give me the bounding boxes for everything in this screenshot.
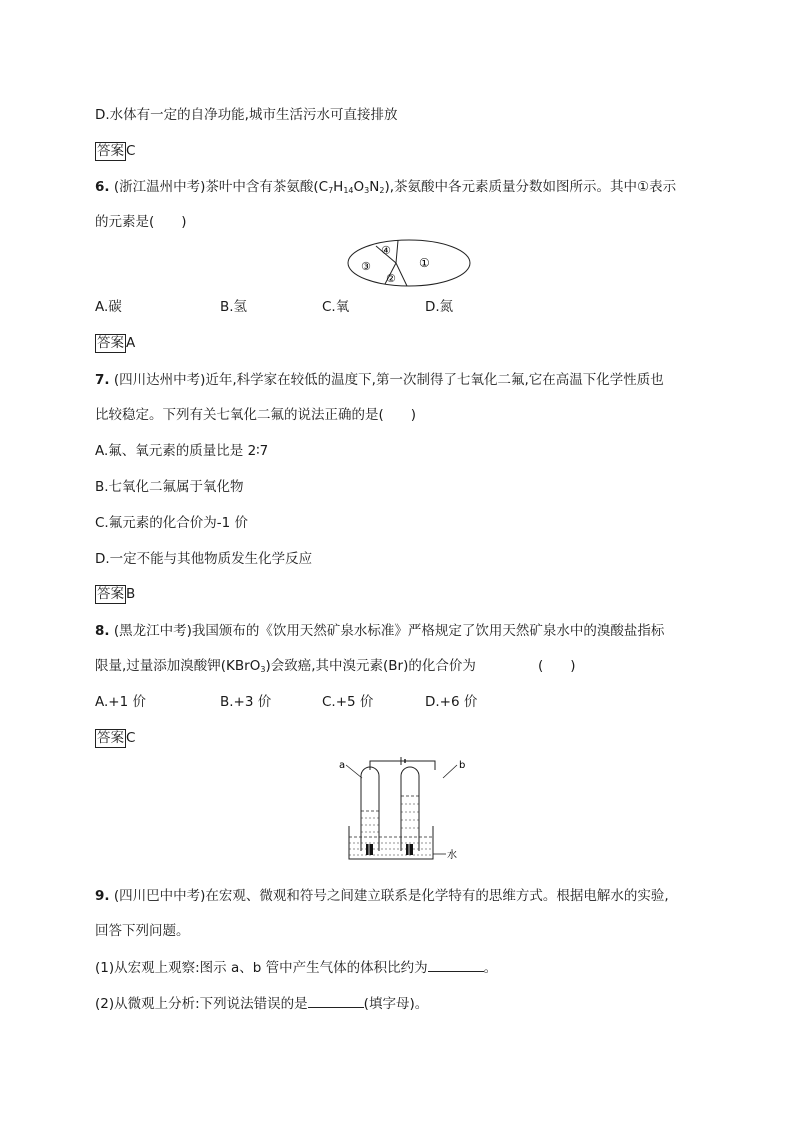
pie-divider <box>396 263 407 286</box>
answer-value: B <box>126 586 136 602</box>
answer-value: A <box>126 335 136 351</box>
q9-sub1-text: (1)从宏观上观察:图示 a、b 管中产生气体的体积比约为 <box>95 960 428 976</box>
q8-answer <box>95 729 135 748</box>
q7-stem-line1 <box>95 370 664 390</box>
q9-number: 9. <box>95 888 110 904</box>
q8-source: (黑龙江中考) <box>113 623 192 639</box>
q7-stem-line2: 比较稳定。下列有关七氧化二氟的说法正确的是( ) <box>95 407 417 423</box>
q9-sub2-text: (填字母)。 <box>363 996 429 1012</box>
q8-number: 8. <box>95 623 110 639</box>
answer-label: 答案 <box>97 586 124 602</box>
q8-stem-text: 限量,过量添加溴酸钾(KBrO <box>95 658 261 674</box>
q7-answer <box>95 585 135 604</box>
q7-option-b: B.七氧化二氟属于氧化物 <box>95 479 244 495</box>
q6-answer <box>95 334 135 353</box>
q6-stem-line1 <box>95 177 676 201</box>
pie-label-2: ② <box>386 272 396 285</box>
element-mass-fraction-pie <box>345 236 473 290</box>
q6-option-c: C.氧 <box>322 299 350 315</box>
pie-label-1: ① <box>419 256 430 270</box>
pie-label-4: ④ <box>381 244 391 257</box>
water-electrolysis-apparatus <box>335 756 470 871</box>
q7-source: (四川达州中考) <box>113 372 206 388</box>
q5-answer <box>95 142 135 161</box>
q8-option-a: A.+1 价 <box>95 694 146 710</box>
q5-option-d: D.水体有一定的自净功能,城市生活污水可直接排放 <box>95 107 398 123</box>
q8-stem-line2 <box>95 656 476 680</box>
q6-stem-text: O <box>353 179 365 195</box>
q6-stem-text: N <box>369 179 380 195</box>
q6-option-d: D.氮 <box>425 299 454 315</box>
q8-stem-line1 <box>95 621 664 641</box>
q6-stem-line2: 的元素是( ) <box>95 214 187 230</box>
q9-sub1-text: 。 <box>483 960 498 976</box>
electrode-a <box>366 844 373 855</box>
q6-option-a: A.碳 <box>95 299 122 315</box>
q9-source: (四川巴中中考) <box>113 888 206 904</box>
q6-option-b: B.氢 <box>220 299 248 315</box>
q8-stem-text: 我国颁布的《饮用天然矿泉水标准》严格规定了饮用天然矿泉水中的溴酸盐指标 <box>191 623 665 639</box>
label-b-leader <box>443 765 457 778</box>
q9-stem-text: 在宏观、微观和符号之间建立联系是化学特有的思维方式。根据电解水的实验, <box>205 888 669 904</box>
pie-divider <box>396 241 398 264</box>
q6-source: (浙江温州中考) <box>113 179 206 195</box>
label-water: 水 <box>447 850 457 861</box>
subscript: 3 <box>260 665 266 674</box>
pie-label-3: ③ <box>361 260 371 273</box>
q6-stem-text: 茶叶中含有茶氨酸(C <box>205 179 329 195</box>
answer-value: C <box>126 730 136 746</box>
subscript: 2 <box>379 186 385 195</box>
q7-option-c: C.氟元素的化合价为-1 价 <box>95 515 248 531</box>
q8-option-c: C.+5 价 <box>322 694 374 710</box>
q7-stem-text: 近年,科学家在较低的温度下,第一次制得了七氧化二氟,它在高温下化学性质也 <box>205 372 664 388</box>
q9-sub2-text: (2)从微观上分析:下列说法错误的是 <box>95 996 308 1012</box>
q6-stem-text: H <box>333 179 344 195</box>
tube-a <box>361 767 379 851</box>
q7-option-a: A.氟、氧元素的质量比是 2∶7 <box>95 443 269 459</box>
electrode-b <box>406 844 413 855</box>
q6-stem-text: ),茶氨酸中各元素质量分数如图所示。其中①表示 <box>384 179 677 195</box>
q9-subquestion-2 <box>95 993 428 1014</box>
label-a-leader <box>346 765 362 778</box>
subscript: 14 <box>343 186 354 195</box>
q9-stem-line1 <box>95 886 669 906</box>
wire-right <box>405 761 435 770</box>
answer-value: C <box>126 143 136 159</box>
label-a: a <box>339 760 346 771</box>
q9-stem-line2: 回答下列问题。 <box>95 923 190 939</box>
q7-number: 7. <box>95 372 110 388</box>
q7-option-d: D.一定不能与其他物质发生化学反应 <box>95 551 313 567</box>
answer-label: 答案 <box>97 143 124 159</box>
q9-subquestion-1 <box>95 957 497 978</box>
subscript: 3 <box>364 186 370 195</box>
answer-blank[interactable] <box>428 957 484 972</box>
subscript: 7 <box>328 186 334 195</box>
q6-number: 6. <box>95 179 110 195</box>
q8-stem-text: )会致癌,其中溴元素(Br)的化合价为 <box>265 658 476 674</box>
answer-blank[interactable] <box>308 993 364 1008</box>
tube-b <box>401 767 419 851</box>
answer-label: 答案 <box>97 730 124 746</box>
q8-answer-paren: ( ) <box>538 658 576 674</box>
label-b: b <box>459 760 466 771</box>
q8-option-b: B.+3 价 <box>220 694 272 710</box>
answer-label: 答案 <box>97 335 124 351</box>
water-trough <box>349 826 433 859</box>
q8-option-d: D.+6 价 <box>425 694 478 710</box>
